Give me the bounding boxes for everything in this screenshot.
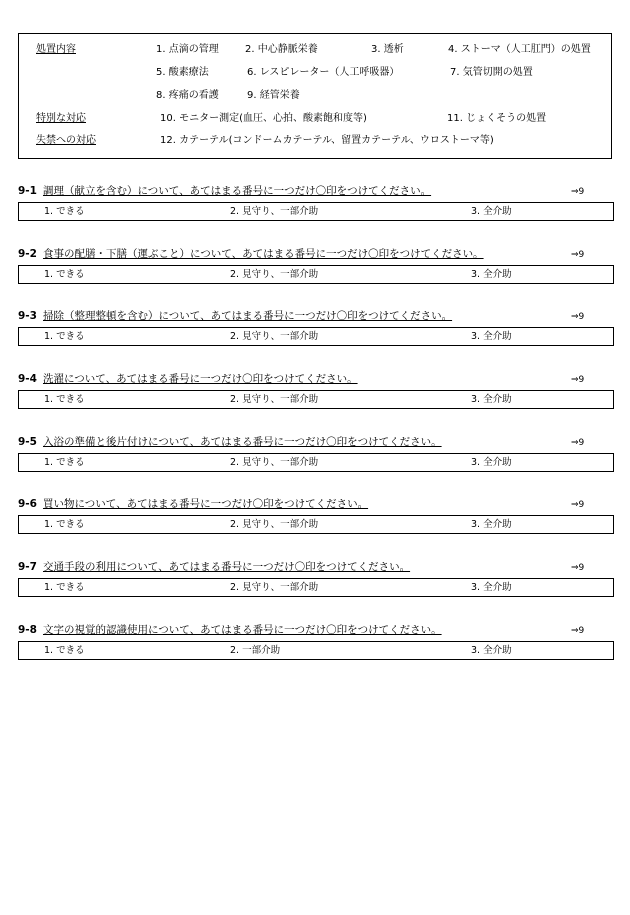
next-arrow: ⇒9 <box>571 438 585 448</box>
question-text: 入浴の準備と後片付けについて、あてはまる番号に一つだけ〇印をつけてください。 <box>42 436 442 448</box>
option-1[interactable]: 1. できる <box>44 331 85 342</box>
question-text: 交通手段の利用について、あてはまる番号に一つだけ〇印をつけてください。 <box>42 561 411 573</box>
next-arrow: ⇒9 <box>571 187 585 197</box>
question-heading <box>18 185 431 198</box>
next-arrow: ⇒9 <box>571 563 585 573</box>
question-heading <box>18 624 442 637</box>
option-3[interactable]: 3. 全介助 <box>471 394 512 405</box>
question-heading <box>18 248 484 261</box>
option-1[interactable]: 1. できる <box>44 519 85 530</box>
option-2[interactable]: 2. 見守り、一部介助 <box>230 331 319 342</box>
legend-item-9: 9. 経管栄養 <box>247 90 300 101</box>
question-number: 9-7 <box>18 561 37 573</box>
legend-item-12: 12. カテーテル(コンドームカテーテル、留置カテーテル、ウロストーマ等) <box>160 135 494 146</box>
question-number: 9-1 <box>18 185 37 197</box>
legend-category-treatment: 処置内容 <box>36 44 76 55</box>
question-heading <box>18 310 452 323</box>
legend-item-4: 4. ストーマ（人工肛門）の処置 <box>448 44 591 55</box>
option-3[interactable]: 3. 全介助 <box>471 206 512 217</box>
question-heading <box>18 561 410 574</box>
legend-box <box>18 33 612 159</box>
question-number: 9-2 <box>18 248 37 260</box>
legend-item-1: 1. 点滴の管理 <box>156 44 219 55</box>
answer-options-box <box>18 202 614 221</box>
question-number: 9-5 <box>18 436 37 448</box>
legend-item-5: 5. 酸素療法 <box>156 67 209 78</box>
question-number: 9-4 <box>18 373 37 385</box>
question-heading <box>18 436 442 449</box>
next-arrow: ⇒9 <box>571 500 585 510</box>
option-2[interactable]: 2. 見守り、一部介助 <box>230 394 319 405</box>
question-text: 買い物について、あてはまる番号に一つだけ〇印をつけてください。 <box>42 498 369 510</box>
legend-category-special: 特別な対応 <box>36 113 86 124</box>
answer-options-box <box>18 515 614 534</box>
option-2[interactable]: 2. 見守り、一部介助 <box>230 519 319 530</box>
option-2[interactable]: 2. 一部介助 <box>230 645 281 656</box>
answer-options-box <box>18 265 614 284</box>
legend-item-8: 8. 疼痛の看護 <box>156 90 219 101</box>
question-heading <box>18 373 358 386</box>
question-number: 9-6 <box>18 498 37 510</box>
legend-category-incontinence: 失禁への対応 <box>36 135 96 146</box>
question-text: 調理（献立を含む）について、あてはまる番号に一つだけ〇印をつけてください。 <box>42 185 432 197</box>
option-1[interactable]: 1. できる <box>44 269 85 280</box>
legend-item-6: 6. レスピレーター（人工呼吸器） <box>247 67 400 78</box>
option-2[interactable]: 2. 見守り、一部介助 <box>230 206 319 217</box>
question-text: 文字の視覚的認識使用について、あてはまる番号に一つだけ〇印をつけてください。 <box>42 624 442 636</box>
answer-options-box <box>18 453 614 472</box>
question-heading <box>18 498 368 511</box>
legend-item-3: 3. 透析 <box>371 44 404 55</box>
legend-item-10: 10. モニター測定(血圧、心拍、酸素飽和度等) <box>160 113 367 124</box>
answer-options-box <box>18 327 614 346</box>
question-text: 食事の配膳・下膳（運ぶこと）について、あてはまる番号に一つだけ〇印をつけてください。 <box>42 248 484 260</box>
answer-options-box <box>18 578 614 597</box>
option-2[interactable]: 2. 見守り、一部介助 <box>230 269 319 280</box>
question-text: 掃除（整理整頓を含む）について、あてはまる番号に一つだけ〇印をつけてください。 <box>42 310 453 322</box>
option-1[interactable]: 1. できる <box>44 457 85 468</box>
next-arrow: ⇒9 <box>571 250 585 260</box>
next-arrow: ⇒9 <box>571 626 585 636</box>
question-number: 9-8 <box>18 624 37 636</box>
option-3[interactable]: 3. 全介助 <box>471 645 512 656</box>
option-3[interactable]: 3. 全介助 <box>471 457 512 468</box>
question-text: 洗濯について、あてはまる番号に一つだけ〇印をつけてください。 <box>42 373 358 385</box>
legend-item-2: 2. 中心静脈栄養 <box>245 44 318 55</box>
option-3[interactable]: 3. 全介助 <box>471 331 512 342</box>
option-2[interactable]: 2. 見守り、一部介助 <box>230 457 319 468</box>
question-number: 9-3 <box>18 310 37 322</box>
next-arrow: ⇒9 <box>571 312 585 322</box>
option-2[interactable]: 2. 見守り、一部介助 <box>230 582 319 593</box>
legend-item-7: 7. 気管切開の処置 <box>450 67 533 78</box>
legend-item-11: 11. じょくそうの処置 <box>447 113 547 124</box>
option-1[interactable]: 1. できる <box>44 394 85 405</box>
option-1[interactable]: 1. できる <box>44 582 85 593</box>
option-1[interactable]: 1. できる <box>44 645 85 656</box>
option-1[interactable]: 1. できる <box>44 206 85 217</box>
option-3[interactable]: 3. 全介助 <box>471 269 512 280</box>
option-3[interactable]: 3. 全介助 <box>471 519 512 530</box>
next-arrow: ⇒9 <box>571 375 585 385</box>
answer-options-box <box>18 390 614 409</box>
option-3[interactable]: 3. 全介助 <box>471 582 512 593</box>
answer-options-box <box>18 641 614 660</box>
